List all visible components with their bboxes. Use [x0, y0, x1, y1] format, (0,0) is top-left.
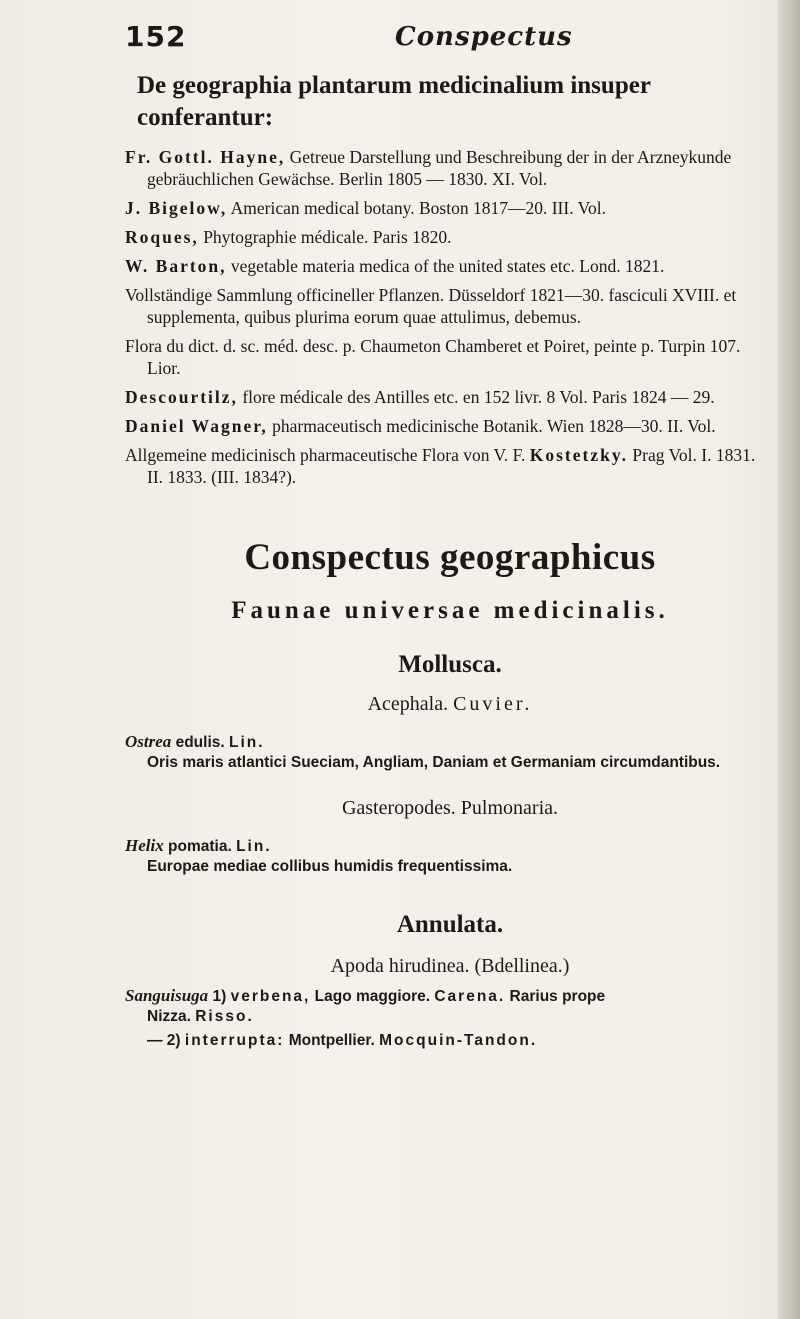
species-entry-helix	[125, 836, 775, 877]
species-name: edulis.	[175, 734, 225, 751]
locality: Nizza.	[147, 1008, 196, 1025]
entry-author: Descourtilz,	[125, 387, 238, 407]
genus-name: Ostrea	[125, 732, 172, 751]
main-title: Conspectus geographicus	[244, 537, 656, 578]
bibliography-entry	[125, 386, 775, 408]
entry-author: Roques,	[125, 227, 199, 247]
subsection-label: Acephala.	[367, 693, 449, 715]
species-authority: Lin.	[229, 734, 265, 751]
species-authority: Mocquin-Tandon.	[379, 1032, 538, 1049]
bibliography-entry	[125, 146, 775, 190]
subsection-acephala	[125, 693, 775, 716]
list-number: — 2)	[147, 1032, 185, 1049]
subsection-apoda: Apoda hirudinea. (Bdellinea.)	[330, 955, 570, 977]
section-title-mollusca: Mollusca.	[398, 651, 502, 678]
species-description: Europae mediae collibus humidis frequentissima.	[147, 858, 513, 875]
species-entry-ostrea	[125, 732, 775, 773]
entry-author: J. Bigelow,	[125, 198, 228, 218]
locality: Montpellier.	[284, 1032, 380, 1049]
entry-author: Fr. Gottl. Hayne,	[125, 147, 286, 167]
species-authority: Risso.	[195, 1008, 254, 1025]
page-number: 152	[125, 20, 187, 53]
entry-text: Vollständige Sammlung officineller Pflanzen. Düsseldorf 1821—30. fasciculi XVIII. et supplementa, quibus plurima eorum quae attulimus, debemus.	[125, 285, 737, 327]
entry-text: Phytographie médicale. Paris 1820.	[198, 227, 452, 247]
entry-author: Kostetzky.	[529, 445, 629, 465]
entry-text: flore médicale des Antilles etc. en 152 livr. 8 Vol. Paris 1824 — 29.	[237, 387, 715, 407]
subsection-gasteropodes: Gasteropodes. Pulmonaria.	[341, 797, 559, 819]
entry-text: Flora du dict. d. sc. méd. desc. p. Chaumeton Chamberet et Poiret, peinte p. Turpin 107. Lior.	[125, 336, 741, 378]
entry-text: Allgemeine medicinisch pharmaceutische Flora von V. F.	[125, 445, 530, 465]
subsection-author: Cuvier.	[453, 693, 533, 715]
running-head	[125, 20, 765, 60]
entry-text-after: Prag Vol. I. 1831. II. 1833. (III. 1834?).	[147, 445, 756, 487]
genus-name: Helix	[125, 836, 164, 855]
intro-heading: De geographia plantarum medicinalium insuper conferantur:	[137, 72, 651, 131]
bibliography-entry	[125, 226, 775, 248]
locality: Lago maggiore.	[310, 988, 435, 1005]
bibliography-entry	[125, 197, 775, 219]
list-number: 1)	[208, 988, 231, 1005]
entry-author: Daniel Wagner,	[125, 416, 268, 436]
species-description: Oris maris atlantici Sueciam, Angliam, Daniam et Germaniam circumdantibus.	[147, 754, 721, 771]
bibliography-list	[125, 146, 775, 488]
main-subtitle: Faunae universae medicinalis.	[231, 597, 669, 624]
entry-text: pharmaceutisch medicinische Botanik. Wien 1828—30. II. Vol.	[267, 416, 716, 436]
genus-name: Sanguisuga	[125, 986, 209, 1005]
adjacent-page-edge	[778, 0, 800, 1319]
species-name: pomatia.	[168, 838, 232, 855]
entry-text: Getreue Darstellung und Beschreibung der in der Arzneykunde gebräuchlichen Gewächse. Berlin 1805 — 1830. XI. Vol.	[147, 147, 732, 189]
bibliography-entry	[125, 415, 775, 437]
bibliography-entry	[125, 284, 775, 328]
entry-text: American medical botany. Boston 1817—20. III. Vol.	[227, 198, 607, 218]
running-title: Conspectus	[395, 22, 573, 52]
bibliography-entry	[125, 444, 775, 488]
species-authority: Carena.	[434, 988, 506, 1005]
species-name: interrupta:	[184, 1032, 285, 1049]
species-entry-sanguisuga	[125, 986, 775, 1051]
species-authority: Lin.	[236, 838, 272, 855]
locality-note: Rarius prope	[505, 988, 606, 1005]
section-title-annulata: Annulata.	[396, 911, 504, 938]
bibliography-entry	[125, 335, 775, 379]
bibliography-entry	[125, 255, 775, 277]
entry-author: W. Barton,	[125, 256, 227, 276]
page-content	[125, 70, 775, 1051]
entry-text: vegetable materia medica of the united states etc. Lond. 1821.	[226, 256, 665, 276]
species-name: verbena,	[230, 988, 311, 1005]
